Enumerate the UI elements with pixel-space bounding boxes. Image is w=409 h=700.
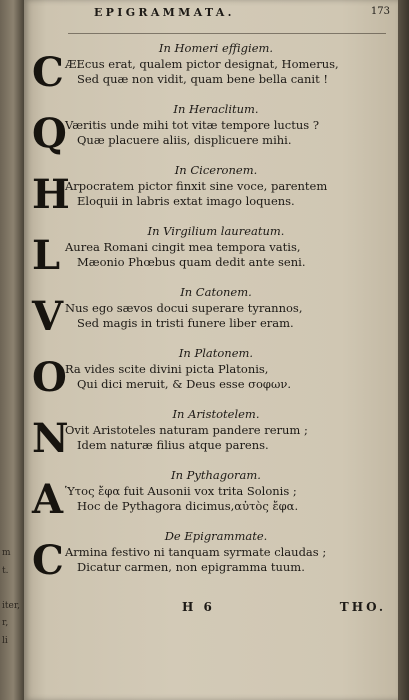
epigram-body [32,293,382,340]
verse-line: Hoc de Pythagora dicimus,αὐτὸς ἔφα. [77,499,299,513]
page-footer [154,600,386,618]
drop-capital: V [32,293,64,340]
epigram [32,223,382,279]
epigram-heading: De Epigrammate. [164,529,268,543]
epigram-heading: In Homeri effigiem. [158,41,274,55]
catchword: THO. [339,600,386,614]
verse-line: Eloquii in labris extat imago loquens. [77,194,295,208]
verse-line: Nus ego sævos docui superare tyrannos, [65,301,303,315]
verse-line: Ovit Aristoteles naturam pandere rerum ; [65,423,308,437]
epigram-heading: In Ciceronem. [174,163,258,177]
epigram [32,406,382,462]
epigram-body [32,232,382,279]
verse-line: ÆEcus erat, qualem pictor designat, Homerus, [65,57,339,71]
verse-line: Sed quæ non vidit, quam bene bella canit ! [77,72,329,86]
margin-fragment: iter, [2,601,20,611]
verse-line: Qui dici meruit, & Deus esse σοφων. [77,377,292,391]
epigram-body [32,476,382,523]
drop-capital: N [32,415,69,462]
epigram-body [32,171,382,218]
verse-line: Idem naturæ filius atque parens. [77,438,269,452]
epigram-body [32,110,382,157]
epigram-heading: In Virgilium laureatum. [147,224,285,238]
epigram-heading: In Aristotelem. [172,407,260,421]
epigram-heading: In Pythagoram. [171,468,261,482]
verse-line: Aurea Romani cingit mea tempora vatis, [65,240,301,254]
verse-line: Dicatur carmen, non epigramma tuum. [77,560,305,574]
running-head-title: EPIGRAMMATA. [94,6,235,19]
epigram-body [32,49,382,96]
drop-capital: C [32,49,64,96]
drop-capital: H [32,171,70,218]
signature-mark: H 6 [182,600,215,614]
verse-line: Ra vides scite divini picta Platonis, [65,362,269,376]
epigram [32,40,382,96]
drop-capital: L [32,232,61,279]
book-page [24,0,398,700]
margin-fragment: r, [2,618,9,628]
epigram [32,345,382,401]
epigram-body [32,354,382,401]
epigram [32,101,382,157]
epigram-heading: In Catonem. [180,285,252,299]
epigram [32,528,382,584]
head-rule [68,33,386,34]
epigram [32,284,382,340]
drop-capital: Q [32,110,67,157]
verse-line: Arpocratem pictor finxit sine voce, parentem [65,179,328,193]
page-number: 173 [370,6,390,17]
epigram-heading: In Heraclitum. [173,102,259,116]
verse-line: Sed magis in tristi funere liber eram. [77,316,294,330]
verse-line: Quæ placuere aliis, displicuere mihi. [77,133,292,147]
verse-line: Armina festivo ni tanquam syrmate claudas ; [65,545,327,559]
margin-fragment: li [2,636,8,646]
verse-line: Væritis unde mihi tot vitæ tempore luctus ? [65,118,319,132]
epigram-heading: In Platonem. [178,346,254,360]
epigram-body [32,415,382,462]
drop-capital: O [32,354,67,401]
facing-page-edge [0,0,24,700]
page-edge-shadow [398,0,409,700]
drop-capital: C [32,537,64,584]
verse-line: Mæonio Phœbus quam dedit ante seni. [77,255,306,269]
verse-line: Ὑτος ἔφα fuit Ausonii vox trita Solonis ; [65,484,297,498]
drop-capital: A [32,476,64,523]
epigram [32,162,382,218]
margin-fragment: t. [2,566,9,576]
margin-fragment: m [2,548,11,558]
epigram-body [32,537,382,584]
running-head [94,6,390,28]
epigram [32,467,382,523]
